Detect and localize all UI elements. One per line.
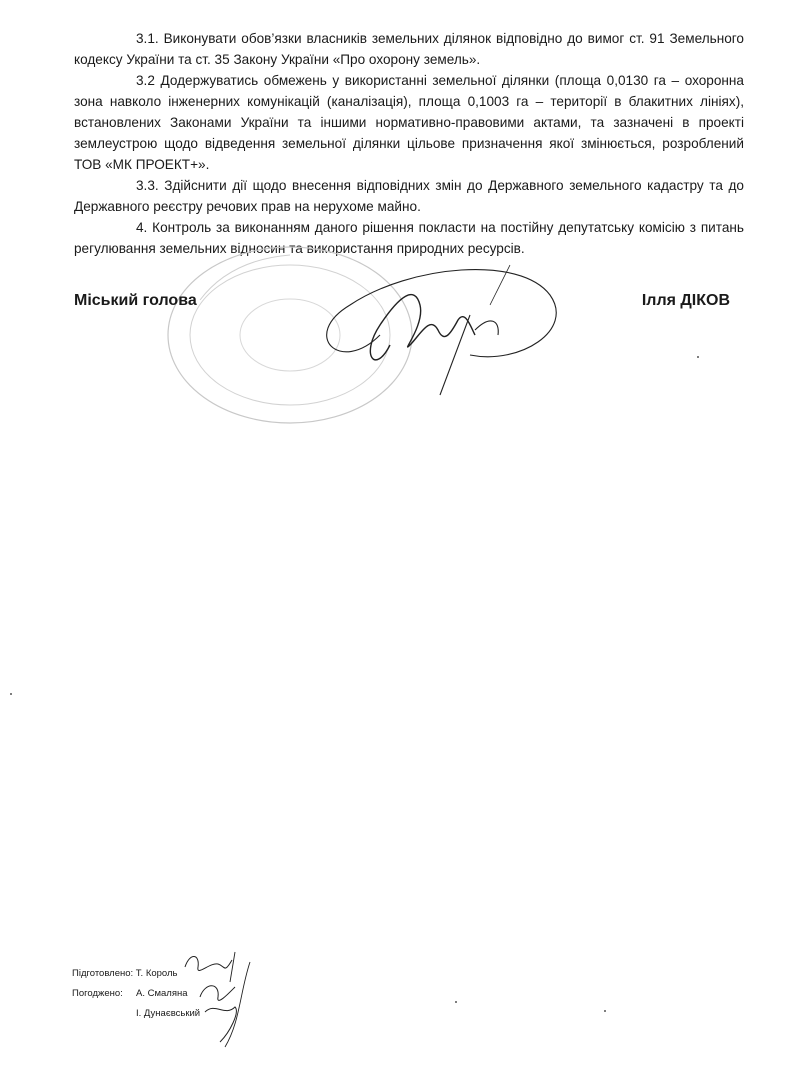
agreed-row-2 [72, 1004, 201, 1024]
prepared-label: Підготовлено: Т. Король [72, 968, 178, 979]
agreed-name-dunaievskyi: І. Дунаєвський [136, 1008, 201, 1019]
mayor-signature [320, 225, 620, 415]
paragraph-3-3: 3.3. Здійснити дії щодо внесення відповідних змін до Державного земельного кадастру та до Державного реєстру речових прав на нерухоме майно. [74, 178, 744, 214]
paragraph-3-1: 3.1. Виконувати обов’язки власників земельних ділянок відповідно до вимог ст. 91 Земельного кодексу України та ст. 35 Закону України «Про охорону земель». [74, 31, 744, 67]
agreed-row [72, 984, 188, 1004]
speck [604, 1010, 606, 1012]
approval-initials [180, 942, 260, 1052]
paragraph-4: 4. Контроль за виконанням даного рішення покласти на постійну депутатську комісію з питань регулювання земельних відносин та використання природних ресурсів. [74, 220, 744, 256]
speck [697, 356, 699, 358]
signer-position: Міський голова [74, 292, 197, 309]
signer-name: Ілля ДІКОВ [641, 292, 730, 309]
speck [10, 693, 12, 695]
speck [455, 1001, 457, 1003]
agreed-name-smaliana: А. Смаляна [136, 988, 188, 999]
approval-footer [72, 964, 201, 1024]
agreed-label: Погоджено: [72, 988, 123, 999]
prepared-row [72, 964, 178, 984]
paragraph-3-2: 3.2 Додержуватись обмежень у використанні земельної ділянки (площа 0,0130 га – охоронна зона навколо інженерних комунікацій (каналізація), площа 0,1003 га – території в блакитних лініях), встановлених Законами України та іншими нормативно-правовими актами, та зазначені в проекті землеустрою щодо відведення земельної ділянки цільове призначення якої змінюється, розроблений ТОВ «МК ПРОЕКТ+». [74, 73, 744, 172]
